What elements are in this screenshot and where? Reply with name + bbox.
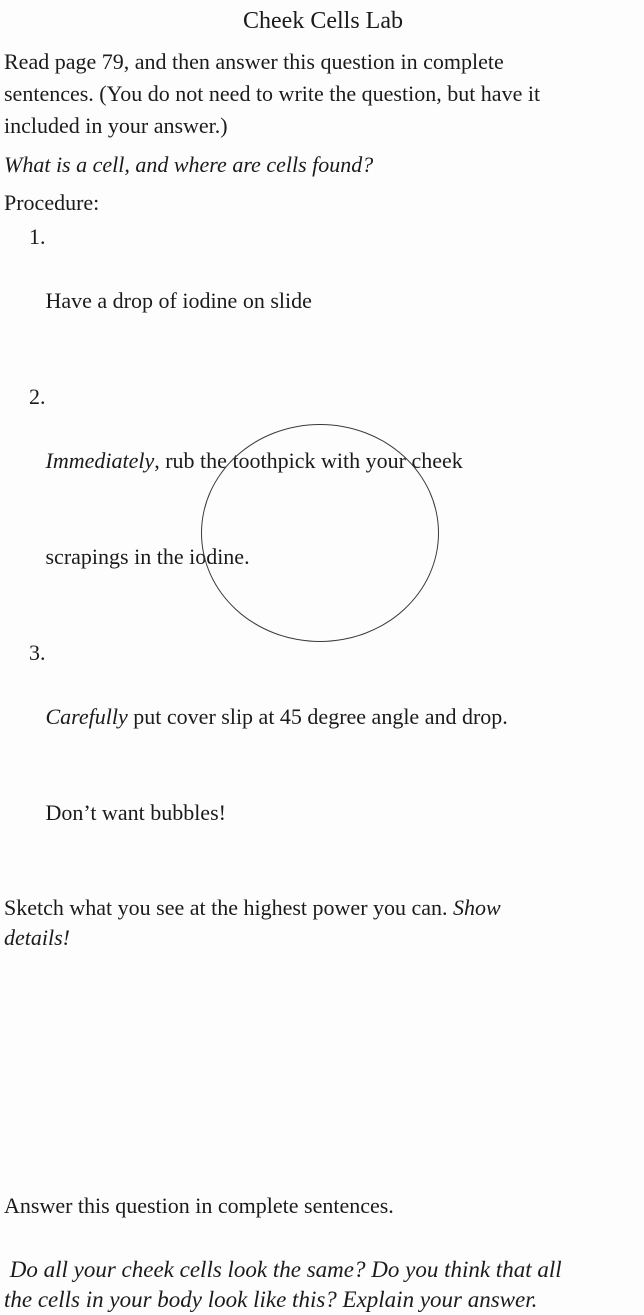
step-number: 1. xyxy=(29,224,46,249)
answer-instruction: Answer this question in complete sentences. xyxy=(4,1193,394,1218)
intro-paragraph xyxy=(4,46,642,142)
page-title: Cheek Cells Lab xyxy=(243,8,403,34)
sketch-instruction-normal: Sketch what you see at the highest power you can. xyxy=(4,895,454,920)
step-1-line-1: Have a drop of iodine on slide xyxy=(45,288,312,313)
step-text xyxy=(46,637,508,893)
procedure-heading: Procedure: xyxy=(4,190,100,215)
sketch-instruction-line-1 xyxy=(4,893,642,923)
step-3-line-1 xyxy=(46,701,508,733)
procedure-step-1 xyxy=(29,221,642,381)
step-3-line-2: Don’t want bubbles! xyxy=(45,800,226,825)
question-what-is-a-cell: What is a cell, and where are cells found? xyxy=(4,152,374,177)
step-3-italic-word: Carefully xyxy=(45,704,128,729)
step-number: 2. xyxy=(29,384,46,409)
step-3-rest: put cover slip at 45 degree angle and drop. xyxy=(127,704,508,729)
step-2-rest: , rub the toothpick with your cheek xyxy=(154,448,463,473)
sketch-circle xyxy=(201,424,439,642)
step-text xyxy=(46,221,312,381)
step-2-italic-word: Immediately xyxy=(45,448,155,473)
worksheet-page xyxy=(0,4,644,1315)
sketch-instruction-italic: Show xyxy=(453,895,501,920)
intro-line-2: sentences. (You do not need to write the question, but have it xyxy=(4,81,541,106)
question-cheek-cells xyxy=(4,1255,642,1315)
sketch-instruction xyxy=(4,893,642,953)
question-cheek-cells-line-2: the cells in your body look like this? Explain your answer. xyxy=(4,1287,538,1312)
sketch-instruction-line-2: details! xyxy=(4,925,70,950)
step-number: 3. xyxy=(29,640,46,665)
intro-line-3: included in your answer.) xyxy=(4,113,228,138)
procedure-step-3 xyxy=(29,637,642,893)
question-cheek-cells-line-1: Do all your cheek cells look the same? Do you think that all xyxy=(4,1257,562,1282)
step-2-line-2: scrapings in the iodine. xyxy=(45,544,250,569)
intro-line-1: Read page 79, and then answer this question in complete xyxy=(4,49,504,74)
